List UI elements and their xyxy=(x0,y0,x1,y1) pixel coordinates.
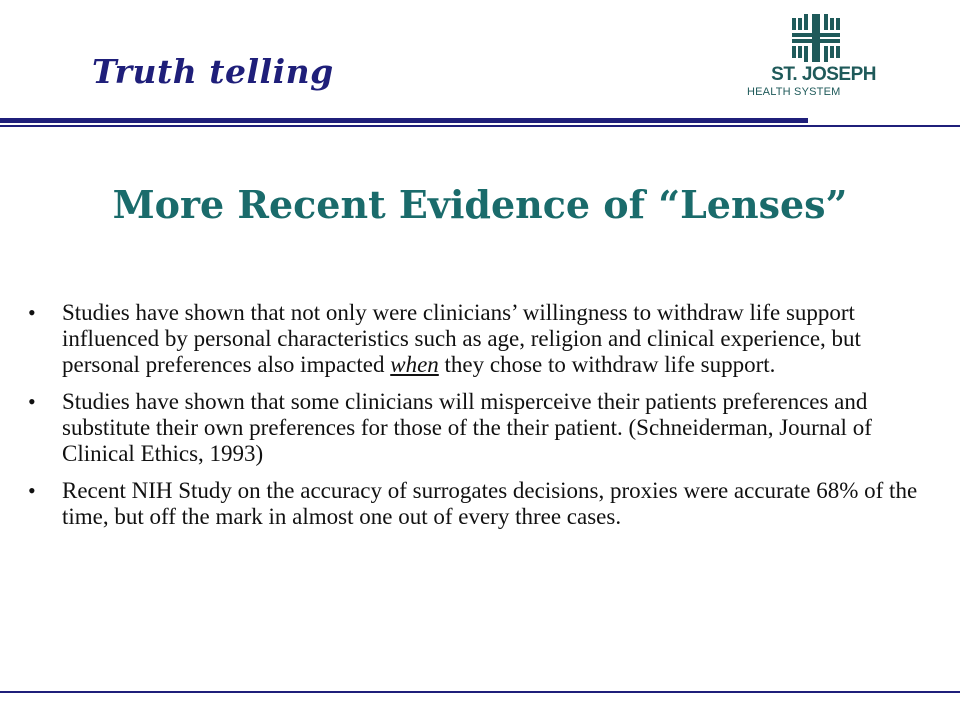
bullet-text: Studies have shown that not only were clinicians’ willingness to withdraw life support influenced by personal characteristics such as age, religion and clinical experience, but personal preferences also impacted xyxy=(62,300,861,377)
header-title: Truth telling xyxy=(92,52,334,91)
bullet-text: Studies have shown that some clinicians will misperceive their patients preferences and substitute their own preferences for those of the their patient. (Schneiderman, Journal of Clinical Ethics, 1993) xyxy=(62,389,872,466)
logo-subtitle: HEALTH SYSTEM xyxy=(747,86,841,98)
header-rule-thick xyxy=(0,118,808,123)
bullet-item xyxy=(28,389,938,467)
st-joseph-logo xyxy=(716,14,916,98)
bullet-emphasis: when xyxy=(390,352,439,377)
bullet-marker: • xyxy=(28,300,36,325)
header-rule-thin xyxy=(0,125,960,127)
slide-title: More Recent Evidence of “Lenses” xyxy=(112,182,848,227)
bullet-item xyxy=(28,300,938,378)
bullet-text: Recent NIH Study on the accuracy of surrogates decisions, proxies were accurate 68% of the time, but off the mark in almost one out of every three cases. xyxy=(62,478,918,529)
cross-logo-icon xyxy=(792,14,840,62)
bullet-item xyxy=(28,478,938,530)
bullet-text: they chose to withdraw life support. xyxy=(438,352,776,377)
footer-rule xyxy=(0,691,960,693)
bullet-marker: • xyxy=(28,389,36,414)
bullet-marker: • xyxy=(28,478,36,503)
logo-name: ST. JOSEPH xyxy=(771,64,876,85)
bullet-list xyxy=(28,300,938,541)
